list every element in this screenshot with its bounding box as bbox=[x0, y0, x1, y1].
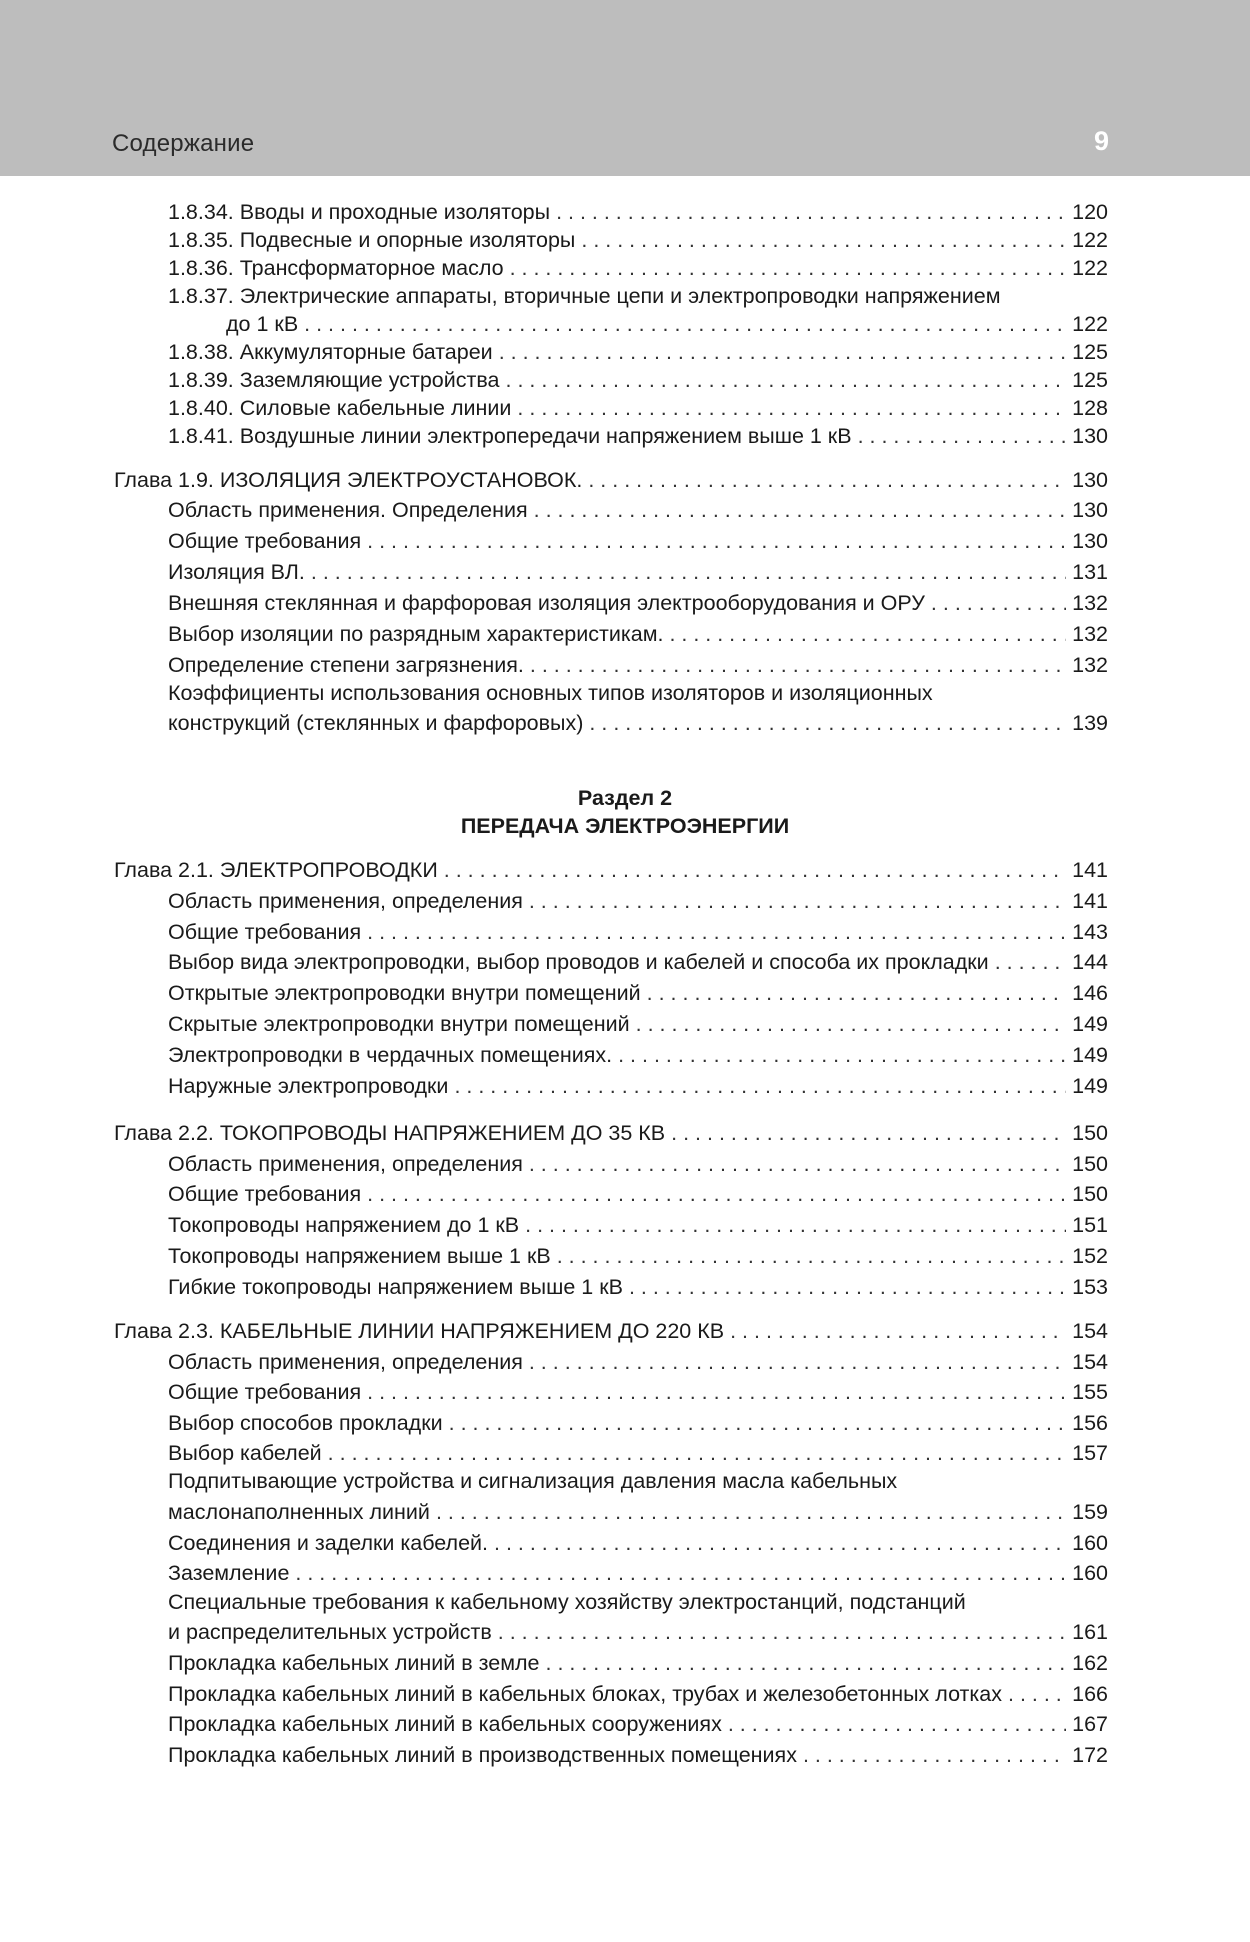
toc-entry[interactable] bbox=[168, 1041, 1108, 1069]
toc-entry-page: 155 bbox=[1072, 1380, 1108, 1404]
toc-entry-title: Заземление bbox=[168, 1561, 290, 1585]
dot-leader bbox=[367, 918, 1066, 946]
toc-entry[interactable] bbox=[168, 198, 1108, 226]
dot-leader bbox=[517, 394, 1066, 422]
toc-entry[interactable] bbox=[168, 1378, 1108, 1406]
toc-entry-title: Выбор изоляции по разрядным характеристикам. bbox=[168, 622, 664, 646]
dot-leader bbox=[328, 1439, 1066, 1467]
toc-entry[interactable] bbox=[168, 1273, 1108, 1301]
dot-leader bbox=[618, 1041, 1066, 1069]
dot-leader bbox=[858, 422, 1067, 450]
toc-entry[interactable] bbox=[168, 918, 1108, 946]
dot-leader bbox=[557, 1242, 1066, 1270]
dot-leader bbox=[995, 948, 1066, 976]
dot-leader bbox=[546, 1649, 1067, 1677]
dot-leader bbox=[534, 496, 1067, 524]
toc-entry[interactable] bbox=[168, 1498, 1108, 1526]
toc-entry-title: Общие требования bbox=[168, 1182, 362, 1206]
toc-entry-title: маслонаполненных линий bbox=[168, 1500, 430, 1524]
dot-leader bbox=[367, 1180, 1066, 1208]
page-number: 9 bbox=[1093, 126, 1109, 156]
toc-entry-page: 160 bbox=[1072, 1561, 1108, 1585]
toc-entry-page: 151 bbox=[1072, 1213, 1108, 1237]
toc-entry-title: Общие требования bbox=[168, 1380, 362, 1404]
toc-entry-page: 132 bbox=[1072, 591, 1108, 615]
toc-entry-page: 149 bbox=[1072, 1043, 1108, 1067]
dot-leader bbox=[529, 1150, 1066, 1178]
toc-entry[interactable] bbox=[168, 422, 1108, 450]
dot-leader bbox=[589, 709, 1066, 737]
dot-leader bbox=[436, 1498, 1066, 1526]
dot-leader bbox=[499, 338, 1066, 366]
dot-leader bbox=[494, 1529, 1066, 1557]
dot-leader bbox=[454, 1072, 1066, 1100]
toc-entry[interactable] bbox=[168, 589, 1108, 617]
toc-entry-title: 1.8.41. Воздушные линии электропередачи напряжением выше 1 кВ bbox=[168, 424, 852, 448]
toc-entry[interactable] bbox=[168, 558, 1108, 586]
toc-entry-page: 139 bbox=[1072, 711, 1108, 735]
toc-entry[interactable] bbox=[168, 1710, 1108, 1738]
dot-leader bbox=[525, 1211, 1066, 1239]
section-title: ПЕРЕДАЧА ЭЛЕКТРОЭНЕРГИИ bbox=[460, 814, 790, 838]
toc-entry[interactable] bbox=[168, 527, 1108, 555]
toc-entry-title: 1.8.36. Трансформаторное масло bbox=[168, 256, 504, 280]
toc-entry-page: 153 bbox=[1072, 1275, 1108, 1299]
toc-chapter-title: Глава 2.3. КАБЕЛЬНЫЕ ЛИНИИ НАПРЯЖЕНИЕМ ДО 220 КВ bbox=[114, 1319, 725, 1343]
dot-leader bbox=[931, 589, 1066, 617]
toc-entry-page: 167 bbox=[1072, 1712, 1108, 1736]
dot-leader bbox=[1008, 1680, 1066, 1708]
toc-entry-page: 146 bbox=[1072, 981, 1108, 1005]
toc-entry-page: 141 bbox=[1072, 889, 1108, 913]
toc-entry-title-line1: Специальные требования к кабельному хозяйству электростанций, подстанций bbox=[168, 1590, 966, 1614]
dot-leader bbox=[669, 620, 1066, 648]
dot-leader bbox=[529, 887, 1066, 915]
dot-leader bbox=[588, 466, 1066, 494]
toc-entry-title: Область применения, определения bbox=[168, 1152, 523, 1176]
toc-entry[interactable] bbox=[168, 1649, 1108, 1677]
toc-entry-title: Соединения и заделки кабелей. bbox=[168, 1531, 489, 1555]
toc-entry-title: Гибкие токопроводы напряжением выше 1 кВ bbox=[168, 1275, 623, 1299]
toc-entry[interactable] bbox=[168, 338, 1108, 366]
toc-entry-page: 131 bbox=[1072, 560, 1108, 584]
toc-entry-title: до 1 кВ bbox=[226, 312, 299, 336]
toc-entry-page: 159 bbox=[1072, 1500, 1108, 1524]
toc-entry-title: Скрытые электропроводки внутри помещений bbox=[168, 1012, 630, 1036]
toc-entry-title: Область применения. Определения bbox=[168, 498, 528, 522]
toc-entry[interactable] bbox=[168, 887, 1108, 915]
toc-entry-page: 130 bbox=[1072, 529, 1108, 553]
toc-entry-page: 122 bbox=[1072, 228, 1108, 252]
toc-entry[interactable] bbox=[168, 948, 1108, 976]
dot-leader bbox=[295, 1559, 1066, 1587]
dot-leader bbox=[367, 1378, 1066, 1406]
toc-entry-title: 1.8.39. Заземляющие устройства bbox=[168, 368, 500, 392]
toc-entry-page: 122 bbox=[1072, 256, 1108, 280]
toc-entry[interactable] bbox=[168, 620, 1108, 648]
toc-entry[interactable] bbox=[226, 310, 1108, 338]
toc-entry[interactable] bbox=[168, 1618, 1108, 1646]
dot-leader bbox=[647, 979, 1066, 1007]
toc-entry-page: 160 bbox=[1072, 1531, 1108, 1555]
toc-entry-title: Изоляция ВЛ. bbox=[168, 560, 305, 584]
toc-entry-page: 149 bbox=[1072, 1012, 1108, 1036]
toc-chapter[interactable] bbox=[114, 1317, 1108, 1345]
toc-entry-title: 1.8.35. Подвесные и опорные изоляторы bbox=[168, 228, 576, 252]
toc-entry-title: Область применения, определения bbox=[168, 1350, 523, 1374]
toc-entry-page: 130 bbox=[1072, 424, 1108, 448]
toc-entry-page: 144 bbox=[1072, 950, 1108, 974]
dot-leader bbox=[444, 856, 1066, 884]
toc-entry-title: Внешняя стеклянная и фарфоровая изоляция электрооборудования и ОРУ bbox=[168, 591, 925, 615]
toc-entry-page: 154 bbox=[1072, 1350, 1108, 1374]
toc-entry-page: 162 bbox=[1072, 1651, 1108, 1675]
dot-leader bbox=[311, 558, 1066, 586]
toc-entry-page: 154 bbox=[1072, 1319, 1108, 1343]
toc-entry[interactable] bbox=[168, 1529, 1108, 1557]
toc-entry[interactable] bbox=[168, 1242, 1108, 1270]
toc-entry[interactable] bbox=[168, 1559, 1108, 1587]
dot-leader bbox=[449, 1409, 1066, 1437]
toc-entry-title: и распределительных устройств bbox=[168, 1620, 492, 1644]
toc-entry[interactable] bbox=[168, 1180, 1108, 1208]
section-label: Раздел 2 bbox=[577, 786, 673, 810]
toc-entry-page: 157 bbox=[1072, 1441, 1108, 1465]
toc-entry[interactable] bbox=[168, 1348, 1108, 1376]
toc-entry-page: 166 bbox=[1072, 1682, 1108, 1706]
toc-entry[interactable] bbox=[168, 1741, 1108, 1769]
toc-entry-page: 125 bbox=[1072, 340, 1108, 364]
toc-chapter[interactable] bbox=[114, 856, 1108, 884]
dot-leader bbox=[803, 1741, 1066, 1769]
dot-leader bbox=[304, 310, 1066, 338]
toc-entry-title: 1.8.40. Силовые кабельные линии bbox=[168, 396, 512, 420]
toc-entry[interactable] bbox=[168, 1211, 1108, 1239]
toc-entry-title: Прокладка кабельных линий в производственных помещениях bbox=[168, 1743, 797, 1767]
toc-entry[interactable] bbox=[168, 226, 1108, 254]
toc-entry[interactable] bbox=[168, 1439, 1108, 1467]
toc-entry-title-line1: Коэффициенты использования основных типов изоляторов и изоляционных bbox=[168, 681, 933, 705]
dot-leader bbox=[556, 198, 1066, 226]
toc-entry-title: Прокладка кабельных линий в земле bbox=[168, 1651, 540, 1675]
toc-chapter-title: Глава 1.9. ИЗОЛЯЦИЯ ЭЛЕКТРОУСТАНОВОК. bbox=[114, 468, 583, 492]
toc-chapter[interactable] bbox=[114, 1119, 1108, 1147]
toc-entry-title: Определение степени загрязнения. bbox=[168, 653, 524, 677]
toc-entry-title: 1.8.34. Вводы и проходные изоляторы bbox=[168, 200, 551, 224]
toc-entry-title: Токопроводы напряжением до 1 кВ bbox=[168, 1213, 520, 1237]
toc-entry-page: 149 bbox=[1072, 1074, 1108, 1098]
toc-entry[interactable] bbox=[168, 394, 1108, 422]
toc-entry-page: 156 bbox=[1072, 1411, 1108, 1435]
toc-entry[interactable] bbox=[168, 709, 1108, 737]
dot-leader bbox=[529, 1348, 1066, 1376]
toc-chapter-title: Глава 2.2. ТОКОПРОВОДЫ НАПРЯЖЕНИЕМ ДО 35 КВ bbox=[114, 1121, 666, 1145]
toc-entry[interactable] bbox=[168, 366, 1108, 394]
toc-entry-title: 1.8.38. Аккумуляторные батареи bbox=[168, 340, 493, 364]
toc-entry[interactable] bbox=[168, 1150, 1108, 1178]
toc-entry[interactable] bbox=[168, 651, 1108, 679]
toc-entry-title: Выбор вида электропроводки, выбор проводов и кабелей и способа их прокладки bbox=[168, 950, 989, 974]
dot-leader bbox=[671, 1119, 1066, 1147]
toc-entry-title: Общие требования bbox=[168, 920, 362, 944]
toc-entry-page: 152 bbox=[1072, 1244, 1108, 1268]
toc-entry-page: 132 bbox=[1072, 622, 1108, 646]
toc-entry-title: Прокладка кабельных линий в кабельных блоках, трубах и железобетонных лотках bbox=[168, 1682, 1002, 1706]
dot-leader bbox=[581, 226, 1066, 254]
toc-entry-page: 143 bbox=[1072, 920, 1108, 944]
toc-entry-title: Открытые электропроводки внутри помещений bbox=[168, 981, 641, 1005]
dot-leader bbox=[510, 254, 1067, 282]
toc-entry-page: 120 bbox=[1072, 200, 1108, 224]
toc-entry-title: Область применения, определения bbox=[168, 889, 523, 913]
dot-leader bbox=[730, 1317, 1066, 1345]
toc-entry-page: 161 bbox=[1072, 1620, 1108, 1644]
toc-entry-page: 172 bbox=[1072, 1743, 1108, 1767]
toc-entry-page: 132 bbox=[1072, 653, 1108, 677]
toc-entry[interactable] bbox=[168, 254, 1108, 282]
toc-entry[interactable] bbox=[168, 1680, 1108, 1708]
toc-entry-title: Прокладка кабельных линий в кабельных сооружениях bbox=[168, 1712, 722, 1736]
toc-entry-title: Наружные электропроводки bbox=[168, 1074, 449, 1098]
toc-entry[interactable] bbox=[168, 1010, 1108, 1038]
toc-entry-page: 150 bbox=[1072, 1182, 1108, 1206]
toc-entry[interactable] bbox=[168, 1072, 1108, 1100]
toc-entry[interactable] bbox=[168, 496, 1108, 524]
toc-entry-page: 122 bbox=[1072, 312, 1108, 336]
toc-entry[interactable] bbox=[168, 979, 1108, 1007]
toc-entry-page: 150 bbox=[1072, 1152, 1108, 1176]
dot-leader bbox=[367, 527, 1066, 555]
running-title: Содержание bbox=[112, 130, 255, 157]
toc-chapter-title: Глава 2.1. ЭЛЕКТРОПРОВОДКИ bbox=[114, 858, 438, 882]
page-header bbox=[0, 0, 1250, 176]
toc-entry-title: Электропроводки в чердачных помещениях. bbox=[168, 1043, 613, 1067]
toc-entry-page: 130 bbox=[1072, 468, 1108, 492]
toc-entry[interactable] bbox=[168, 1409, 1108, 1437]
dot-leader bbox=[636, 1010, 1067, 1038]
toc-entry-title: конструкций (стеклянных и фарфоровых) bbox=[168, 711, 584, 735]
dot-leader bbox=[506, 366, 1067, 394]
toc-entry-page: 150 bbox=[1072, 1121, 1108, 1145]
toc-chapter[interactable] bbox=[114, 466, 1108, 494]
toc-entry-page: 125 bbox=[1072, 368, 1108, 392]
toc-entry-title: Выбор способов прокладки bbox=[168, 1411, 443, 1435]
dot-leader bbox=[728, 1710, 1066, 1738]
dot-leader bbox=[629, 1273, 1066, 1301]
toc-entry-page: 141 bbox=[1072, 858, 1108, 882]
toc-entry-page: 128 bbox=[1072, 396, 1108, 420]
toc-entry-title: Выбор кабелей bbox=[168, 1441, 322, 1465]
toc-entry-title: Токопроводы напряжением выше 1 кВ bbox=[168, 1244, 551, 1268]
dot-leader bbox=[530, 651, 1066, 679]
toc-entry-title: Общие требования bbox=[168, 529, 362, 553]
toc-entry-title-line1: 1.8.37. Электрические аппараты, вторичные цепи и электропроводки напряжением bbox=[168, 284, 1001, 308]
dot-leader bbox=[498, 1618, 1066, 1646]
toc-entry-page: 130 bbox=[1072, 498, 1108, 522]
toc-entry-title-line1: Подпитывающие устройства и сигнализация давления масла кабельных bbox=[168, 1469, 898, 1493]
